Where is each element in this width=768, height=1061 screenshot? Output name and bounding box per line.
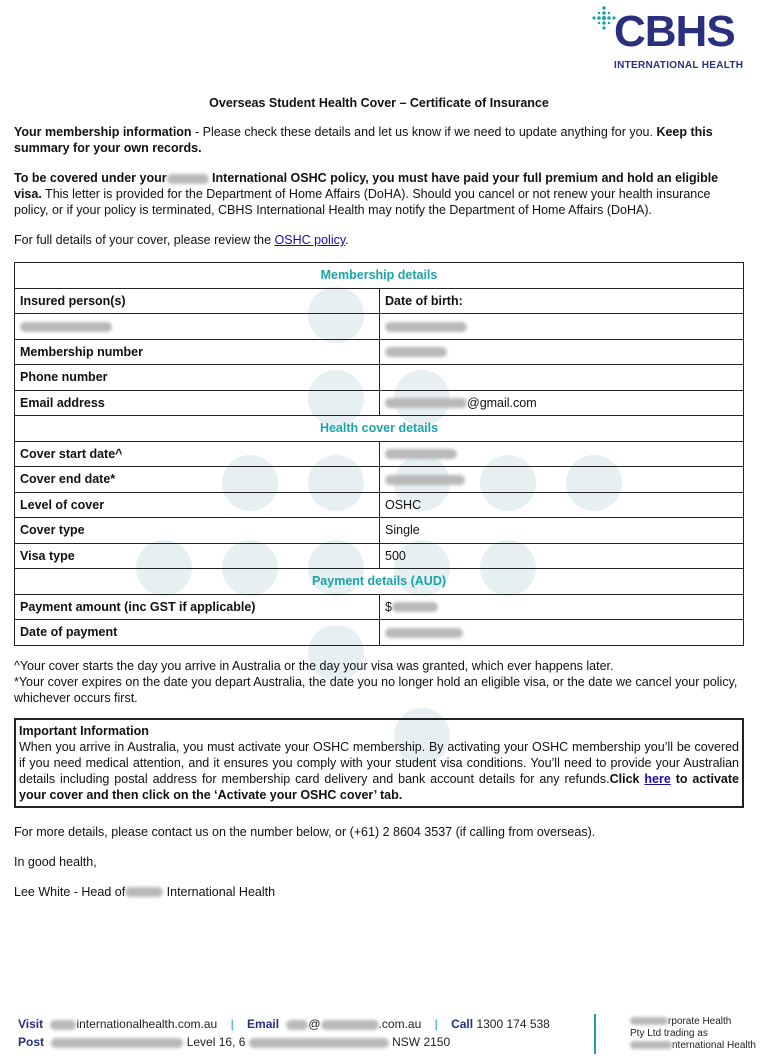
visa-type-label: Visa type [15, 543, 380, 569]
footer-website[interactable]: internationalhealth.com.au [76, 1017, 218, 1031]
visa-type-value: 500 [380, 543, 744, 569]
redacted-text [385, 322, 467, 332]
payment-date-value [380, 620, 744, 646]
redacted-text [286, 1020, 308, 1030]
insured-person-label: Insured person(s) [15, 288, 380, 314]
membership-number-label: Membership number [15, 339, 380, 365]
redacted-text [20, 322, 112, 332]
oshc-policy-link[interactable]: OSHC policy [274, 233, 346, 247]
dob-label: Date of birth: [380, 288, 744, 314]
footer-email[interactable]: .com.au [378, 1017, 422, 1031]
redacted-text [630, 1017, 668, 1025]
cover-end-value [380, 467, 744, 493]
details-table [14, 262, 744, 646]
redacted-text [385, 347, 447, 357]
redacted-text [125, 887, 163, 897]
redacted-text [321, 1020, 379, 1030]
footnote-cover-end: *Your cover expires on the date you depart Australia, the date you no longer hold an eligible visa, or the date we cancel your policy, whichever occurs first. [14, 674, 738, 705]
redacted-text [51, 1038, 183, 1048]
redacted-text [630, 1041, 672, 1049]
level-of-cover-value: OSHC [380, 492, 744, 518]
redacted-text [50, 1020, 76, 1030]
redacted-text [249, 1038, 389, 1048]
important-heading: Important Information [19, 723, 149, 738]
logo-subtitle: INTERNATIONAL HEALTH [614, 60, 744, 71]
cover-start-value [380, 441, 744, 467]
logo-wordmark: CBHS [614, 7, 735, 56]
redacted-text [167, 174, 209, 184]
insured-person-value [15, 314, 380, 340]
level-of-cover-label: Level of cover [15, 492, 380, 518]
redacted-text [385, 475, 465, 485]
redacted-text [385, 398, 467, 408]
phone-label: Phone number [15, 365, 380, 391]
footer-company: rporate Health Pty Ltd trading as nternational Health [630, 1016, 756, 1051]
section-health-cover-details: Health cover details [15, 416, 744, 442]
cbhs-logo [588, 4, 748, 74]
redacted-text [385, 628, 463, 638]
section-membership-details: Membership details [15, 263, 744, 289]
cover-end-label: Cover end date* [15, 467, 380, 493]
redacted-text [385, 449, 457, 459]
membership-info-paragraph: Your membership information - Please check these details and let us know if we need to update anything for you. Keep this summary for your own records. [14, 125, 713, 155]
policy-paragraph: For full details of your cover, please review the OSHC policy. [14, 233, 349, 247]
page-title: Overseas Student Health Cover – Certificate of Insurance [209, 96, 549, 110]
payment-amount-label: Payment amount (inc GST if applicable) [15, 594, 380, 620]
signature-line: Lee White - Head of International Health [14, 884, 276, 899]
footer-divider [594, 1014, 596, 1054]
payment-date-label: Date of payment [15, 620, 380, 646]
activate-here-link[interactable]: here [644, 771, 671, 786]
membership-number-value [380, 339, 744, 365]
phone-value [380, 365, 744, 391]
section-payment-details: Payment details (AUD) [15, 569, 744, 595]
footer-contact-row: Visit internationalhealth.com.au | Email @ .com.au | Call 1300 174 538 [18, 1017, 550, 1031]
footer-phone[interactable]: 1300 174 538 [476, 1017, 550, 1031]
cover-type-label: Cover type [15, 518, 380, 544]
cover-start-label: Cover start date^ [15, 441, 380, 467]
redacted-text [392, 602, 438, 612]
cover-type-value: Single [380, 518, 744, 544]
dob-value [380, 314, 744, 340]
email-label: Email address [15, 390, 380, 416]
letter-body [14, 96, 744, 914]
footer-post-row: Post Level 16, 6 NSW 2150 [18, 1035, 451, 1049]
important-body: When you arrive in Australia, you must activate your OSHC membership. By activating your OSHC membership you’ll be covered if you need medical attention, and it ensures you comply with your student visa conditions. You’ll need to provide your Australian details including postal address for membership card delivery and bank account details for any refunds. [19, 739, 739, 786]
footnote-cover-start: ^Your cover starts the day you arrive in Australia or the day your visa was granted, which ever happens later. [14, 658, 614, 673]
payment-amount-value: $ [380, 594, 744, 620]
sign-off-greeting: In good health, [14, 854, 97, 869]
page-footer [18, 1012, 758, 1056]
coverage-paragraph: To be covered under your International OSHC policy, you must have paid your full premium and hold an eligible visa. This letter is provided for the Department of Home Affairs (DoHA). Should you cancel or not renew your health insurance policy, or if your policy is terminated, CBHS International Health may notify the Department of Home Affairs (DoHA). [14, 171, 719, 217]
email-value: @gmail.com [380, 390, 744, 416]
contact-paragraph: For more details, please contact us on the number below, or (+61) 2 8604 3537 (if calling from overseas). [14, 824, 596, 839]
important-information-box: Important Information When you arrive in Australia, you must activate your OSHC membership. By activating your OSHC membership you’ll be covered if you need medical attention, and it ensures you comply with your student visa conditions. You’ll need to provide your Australian details including postal address for membership card delivery and bank account details for any refunds.Click here to activate your cover and then click on the ‘Activate your OSHC cover’ tab. [14, 718, 744, 808]
footnotes [14, 658, 744, 706]
